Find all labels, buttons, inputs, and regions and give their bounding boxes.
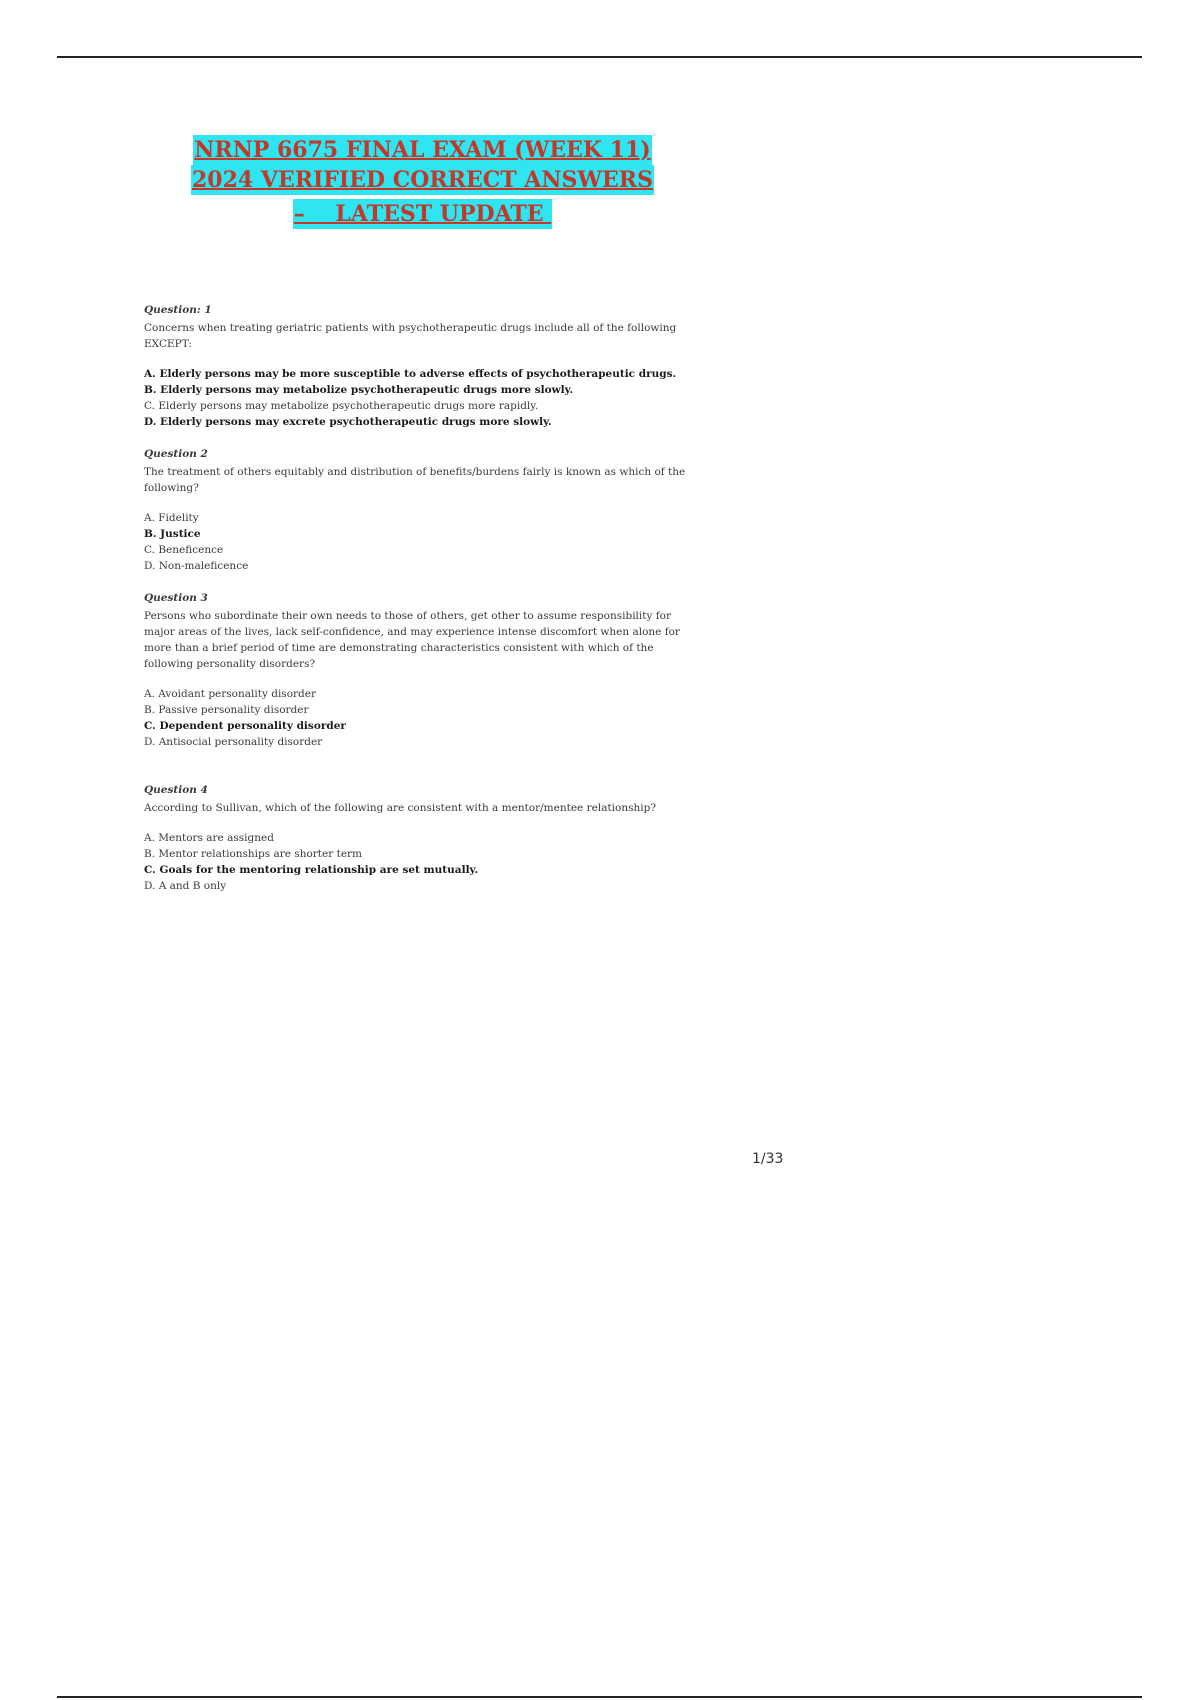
answer-option: A. Elderly persons may be more susceptible to adverse effects of psychotherapeutic drugs. <box>144 368 677 380</box>
answer-option: C. Elderly persons may metabolize psychotherapeutic drugs more rapidly. <box>144 400 539 412</box>
answer-option: A. Fidelity <box>144 512 199 524</box>
title-line-2: 2024 VERIFIED CORRECT ANSWERS <box>192 167 653 193</box>
answer-option: C. Beneficence <box>144 544 224 556</box>
question-stem: Persons who subordinate their own needs to those of others, get other to assume responsibility for major areas of the lives, lack self-confidence, and may experience intense discomfort when alone for more than a brief period of time are demonstrating characteristics consistent with which of the following personality disorders? <box>144 610 680 670</box>
document-title <box>150 135 695 229</box>
answer-options <box>144 510 704 574</box>
question-3 <box>144 590 704 750</box>
answer-options <box>144 830 704 894</box>
answer-option: A. Avoidant personality disorder <box>144 688 316 700</box>
question-stem: The treatment of others equitably and distribution of benefits/burdens fairly is known as which of the following? <box>144 466 686 494</box>
page-number: 1/33 <box>752 1151 784 1167</box>
question-label: Question 4 <box>144 784 208 796</box>
answer-option: D. Elderly persons may excrete psychotherapeutic drugs more slowly. <box>144 416 552 428</box>
title-line-1: NRNP 6675 FINAL EXAM (WEEK 11) <box>194 137 651 163</box>
answer-option: D. A and B only <box>144 880 227 892</box>
question-stem: According to Sullivan, which of the following are consistent with a mentor/mentee relationship? <box>144 802 656 814</box>
question-4 <box>144 782 704 894</box>
answer-options <box>144 686 704 750</box>
question-2 <box>144 446 704 574</box>
answer-option: C. Goals for the mentoring relationship are set mutually. <box>144 864 479 876</box>
question-1 <box>144 302 704 430</box>
answer-option: B. Passive personality disorder <box>144 704 309 716</box>
top-rule <box>57 56 1142 58</box>
question-label: Question 3 <box>144 592 208 604</box>
answer-option: A. Mentors are assigned <box>144 832 274 844</box>
question-stem: Concerns when treating geriatric patients with psychotherapeutic drugs include all of the following EXCEPT: <box>144 322 677 350</box>
answer-option: D. Non-maleficence <box>144 560 249 572</box>
answer-option: D. Antisocial personality disorder <box>144 736 323 748</box>
answer-option: B. Justice <box>144 528 201 540</box>
answer-option: B. Elderly persons may metabolize psychotherapeutic drugs more slowly. <box>144 384 574 396</box>
answer-option: B. Mentor relationships are shorter term <box>144 848 363 860</box>
question-label: Question 2 <box>144 448 208 460</box>
question-label: Question: 1 <box>144 304 212 316</box>
questions-container <box>144 302 704 910</box>
answer-option: C. Dependent personality disorder <box>144 720 346 732</box>
title-line-3: – LATEST UPDATE <box>293 201 552 227</box>
bottom-rule <box>57 1696 1142 1698</box>
answer-options <box>144 366 704 430</box>
